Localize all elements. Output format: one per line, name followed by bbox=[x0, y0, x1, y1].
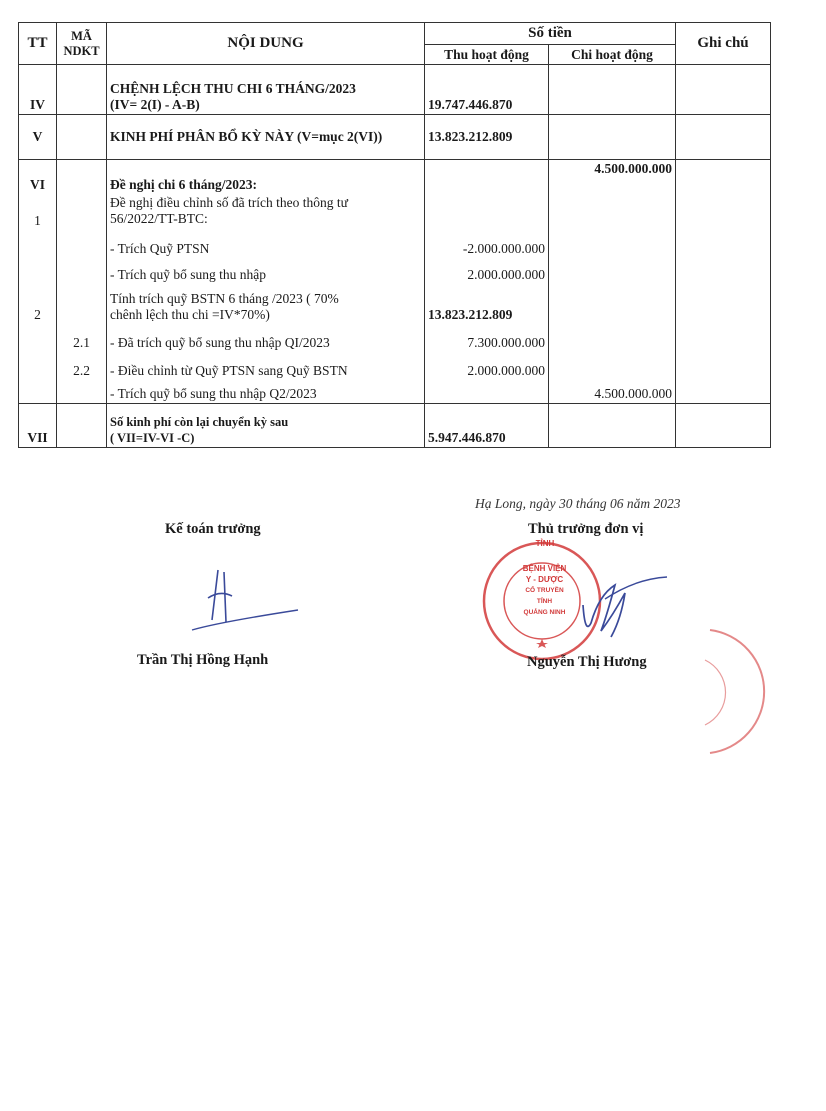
table-row bbox=[19, 258, 771, 284]
row-chi: 4.500.000.000 bbox=[549, 160, 676, 194]
table-row bbox=[19, 404, 771, 448]
table-row bbox=[19, 352, 771, 380]
row-content: - Trích quỹ bổ sung thu nhập Q2/2023 bbox=[107, 380, 425, 404]
row-content: - Trích Quỹ PTSN bbox=[107, 230, 425, 258]
right-name: Nguyễn Thị Hương bbox=[527, 654, 647, 670]
row-thu: 2.000.000.000 bbox=[425, 352, 549, 380]
col-tt: TT bbox=[19, 23, 57, 65]
row-content: KINH PHÍ PHÂN BỔ KỲ NÀY (V=mục 2(VI)) bbox=[107, 115, 425, 160]
official-stamp-icon bbox=[480, 535, 610, 665]
budget-table bbox=[18, 22, 771, 448]
left-name: Trần Thị Hồng Hạnh bbox=[137, 652, 269, 668]
partial-stamp-icon bbox=[690, 625, 770, 760]
col-thu: Thu hoạt động bbox=[425, 45, 549, 65]
row-ma: 2.2 bbox=[57, 352, 107, 380]
row-content: Tính trích quỹ BSTN 6 tháng /2023 ( 70% chênh lệch thu chi =IV*70%) bbox=[107, 284, 425, 324]
row-ma: 2.1 bbox=[57, 324, 107, 352]
table-row bbox=[19, 115, 771, 160]
row-thu: 13.823.212.809 bbox=[425, 284, 549, 324]
table-row bbox=[19, 284, 771, 324]
row-content: Đề nghị điều chỉnh số đã trích theo thông tư 56/2022/TT-BTC: bbox=[107, 194, 425, 230]
table-row bbox=[19, 65, 771, 115]
row-tt: V bbox=[19, 115, 57, 160]
table-row bbox=[19, 380, 771, 404]
row-tt: VII bbox=[19, 404, 57, 448]
row-tt: 2 bbox=[19, 284, 57, 324]
right-role: Thủ trưởng đơn vị bbox=[528, 521, 644, 537]
col-ghi-chu: Ghi chú bbox=[676, 23, 771, 65]
row-thu: 13.823.212.809 bbox=[425, 115, 549, 160]
stamp-text: BỆNH VIỆN Y - DƯỢC CỔ TRUYỀN TỈNH QUẢNG NINH bbox=[522, 564, 567, 616]
col-noi-dung: NỘI DUNG bbox=[107, 23, 425, 65]
row-content: CHỆNH LỆCH THU CHI 6 THÁNG/2023 (IV= 2(I) - A-B) bbox=[107, 65, 425, 115]
col-so-tien: Số tiền bbox=[425, 23, 676, 45]
place-date: Hạ Long, ngày 30 tháng 06 năm 2023 bbox=[475, 496, 681, 511]
row-content: - Điều chỉnh từ Quỹ PTSN sang Quỹ BSTN bbox=[107, 352, 425, 380]
table-row bbox=[19, 324, 771, 352]
row-content: - Đã trích quỹ bổ sung thu nhập QI/2023 bbox=[107, 324, 425, 352]
row-thu: 7.300.000.000 bbox=[425, 324, 549, 352]
table-row bbox=[19, 194, 771, 230]
left-role: Kế toán trưởng bbox=[165, 521, 261, 537]
row-content: - Trích quỹ bổ sung thu nhập bbox=[107, 258, 425, 284]
row-thu: 5.947.446.870 bbox=[425, 404, 549, 448]
table-row bbox=[19, 160, 771, 194]
row-content: Đề nghị chi 6 tháng/2023: bbox=[107, 160, 425, 194]
row-thu: 19.747.446.870 bbox=[425, 65, 549, 115]
table-row bbox=[19, 230, 771, 258]
right-signature-icon bbox=[555, 565, 675, 645]
row-thu: 2.000.000.000 bbox=[425, 258, 549, 284]
col-ma-ndkt: MÃ NDKT bbox=[57, 23, 107, 65]
left-signature-icon bbox=[180, 560, 310, 640]
row-tt: 1 bbox=[19, 194, 57, 230]
report-sheet bbox=[18, 22, 770, 448]
row-chi: 4.500.000.000 bbox=[549, 380, 676, 404]
col-chi: Chi hoạt động bbox=[549, 45, 676, 65]
row-content: Số kinh phí còn lại chuyển kỳ sau ( VII=IV-VI -C) bbox=[107, 404, 425, 448]
row-tt: IV bbox=[19, 65, 57, 115]
row-thu: -2.000.000.000 bbox=[425, 230, 549, 258]
stamp-top-text: TỈNH bbox=[535, 539, 555, 548]
row-tt: VI bbox=[19, 160, 57, 194]
